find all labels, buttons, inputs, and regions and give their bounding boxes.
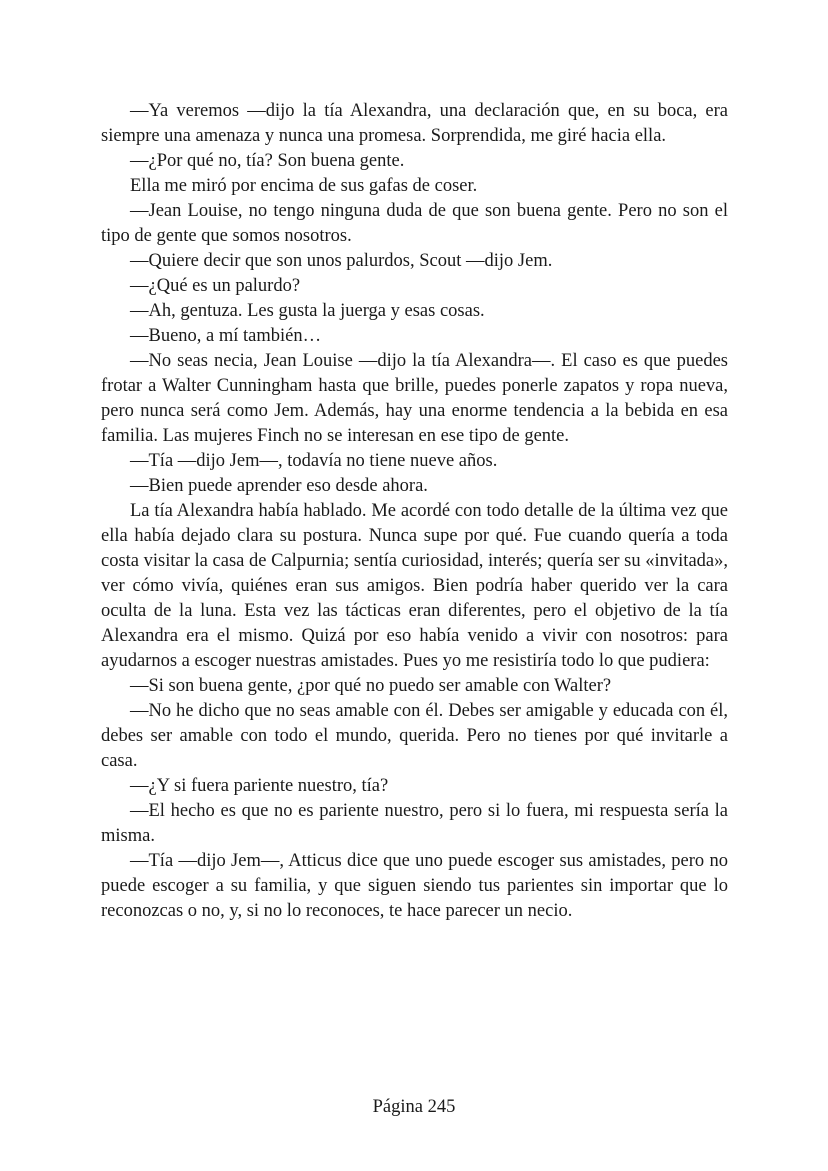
paragraph: —Tía —dijo Jem—, todavía no tiene nueve años. (130, 451, 498, 471)
paragraph: —Ya veremos —dijo la tía Alexandra, una declaración que, en su boca, era siempre una amenaza y nunca una promesa. Sorprendida, me giré hacia ella. (101, 101, 728, 146)
paragraph: —¿Por qué no, tía? Son buena gente. (130, 151, 405, 171)
paragraph: —¿Y si fuera pariente nuestro, tía? (130, 776, 389, 796)
paragraph: Ella me miró por encima de sus gafas de coser. (130, 176, 478, 196)
paragraph: —Si son buena gente, ¿por qué no puedo ser amable con Walter? (130, 676, 612, 696)
page-number: Página 245 (372, 1097, 456, 1117)
paragraph: —Bueno, a mí también… (130, 326, 322, 346)
paragraph: —Tía —dijo Jem—, Atticus dice que uno puede escoger sus amistades, pero no puede escoger a su familia, y que siguen siendo tus parientes sin importar que lo reconozcas o no, y, si no lo reconoces, te hace parecer un necio. (101, 851, 728, 921)
page-body (101, 99, 728, 924)
paragraph: —No seas necia, Jean Louise —dijo la tía Alexandra—. El caso es que puedes frotar a Walter Cunningham hasta que brille, puedes ponerle zapatos y ropa nueva, pero nunca será como Jem. Además, hay una enorme tendencia a la bebida en esa familia. Las mujeres Finch no se interesan en ese tipo de gente. (101, 351, 728, 446)
paragraph: La tía Alexandra había hablado. Me acordé con todo detalle de la última vez que ella había dejado clara su postura. Nunca supe por qué. Fue cuando quería a toda costa visitar la casa de Calpurnia; sentía curiosidad, interés; quería ser su «invitada», ver cómo vivía, quiénes eran sus amigos. Bien podría haber querido ver la cara oculta de la luna. Esta vez las tácticas eran diferentes, pero el objetivo de la tía Alexandra era el mismo. Quizá por eso había venido a vivir con nosotros: para ayudarnos a escoger nuestras amistades. Pues yo me resistiría todo lo que pudiera: (101, 501, 728, 671)
paragraph: —Ah, gentuza. Les gusta la juerga y esas cosas. (130, 301, 485, 321)
paragraph: —Jean Louise, no tengo ninguna duda de que son buena gente. Pero no son el tipo de gente que somos nosotros. (101, 201, 728, 246)
paragraph: —El hecho es que no es pariente nuestro, pero si lo fuera, mi respuesta sería la misma. (101, 801, 728, 846)
paragraph: —Bien puede aprender eso desde ahora. (130, 476, 428, 496)
paragraph: —Quiere decir que son unos palurdos, Scout —dijo Jem. (130, 251, 553, 271)
paragraph: —¿Qué es un palurdo? (130, 276, 301, 296)
paragraph: —No he dicho que no seas amable con él. Debes ser amigable y educada con él, debes ser amable con todo el mundo, querida. Pero no tienes por qué invitarle a casa. (101, 701, 728, 771)
